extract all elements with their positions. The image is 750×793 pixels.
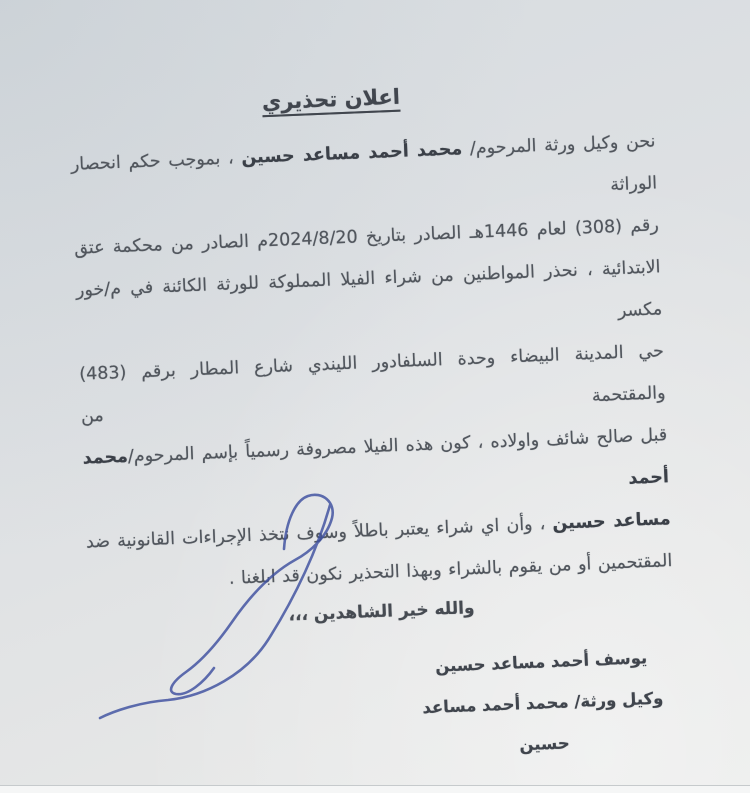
body-line-2: رقم (308) لعام 1446هـ الصادر بتاريخ 2024/8/20م الصادر من محكمة عتق xyxy=(73,215,660,259)
text-segment: ، بموجب حكم انحصار الوراثة xyxy=(70,148,658,196)
body-line-3: الابتدائية ، نحذر المواطنين من شراء الفيلا المملوكة للورثة الكائنة في م/خور مكسر xyxy=(75,257,663,322)
deceased-name-bold: محمد أحمد xyxy=(82,446,670,489)
signature-block xyxy=(415,636,670,769)
signatory-capacity: وكيل ورثة/ محمد أحمد مساعد حسين xyxy=(422,688,664,755)
deceased-name-bold: محمد أحمد مساعد حسين xyxy=(240,139,463,169)
signatory-name: يوسف أحمد مساعد حسين xyxy=(434,648,648,676)
deceased-name-bold: مساعد حسين xyxy=(552,509,671,534)
body-line-4: حي المدينة البيضاء وحدة السلفادور الليندي شارع المطار برقم (483) والمقتحمة من xyxy=(78,341,666,427)
text-segment: ، وأن اي شراء يعتبر باطلاً وسوف نتخذ الإجراءات القانونية ضد xyxy=(85,513,553,553)
text-segment: نحن وكيل ورثة المرحوم/ xyxy=(461,131,656,160)
text-segment: قبل صالح شائف واولاده ، كون هذه الفيلا مصروفة رسمياً بإسم المرحوم/ xyxy=(127,425,668,467)
document-sheet xyxy=(68,75,680,783)
body-line-7: المقتحمين أو من يقوم بالشراء وبهذا التحذير نكون قد ابلغنا . xyxy=(228,551,673,589)
scan-edge xyxy=(0,785,750,793)
document-title: اعلان تحذيري xyxy=(261,84,401,115)
closing-phrase: والله خير الشاهدين ،،، xyxy=(288,598,475,626)
document-body xyxy=(70,120,673,605)
title-row xyxy=(38,76,623,123)
